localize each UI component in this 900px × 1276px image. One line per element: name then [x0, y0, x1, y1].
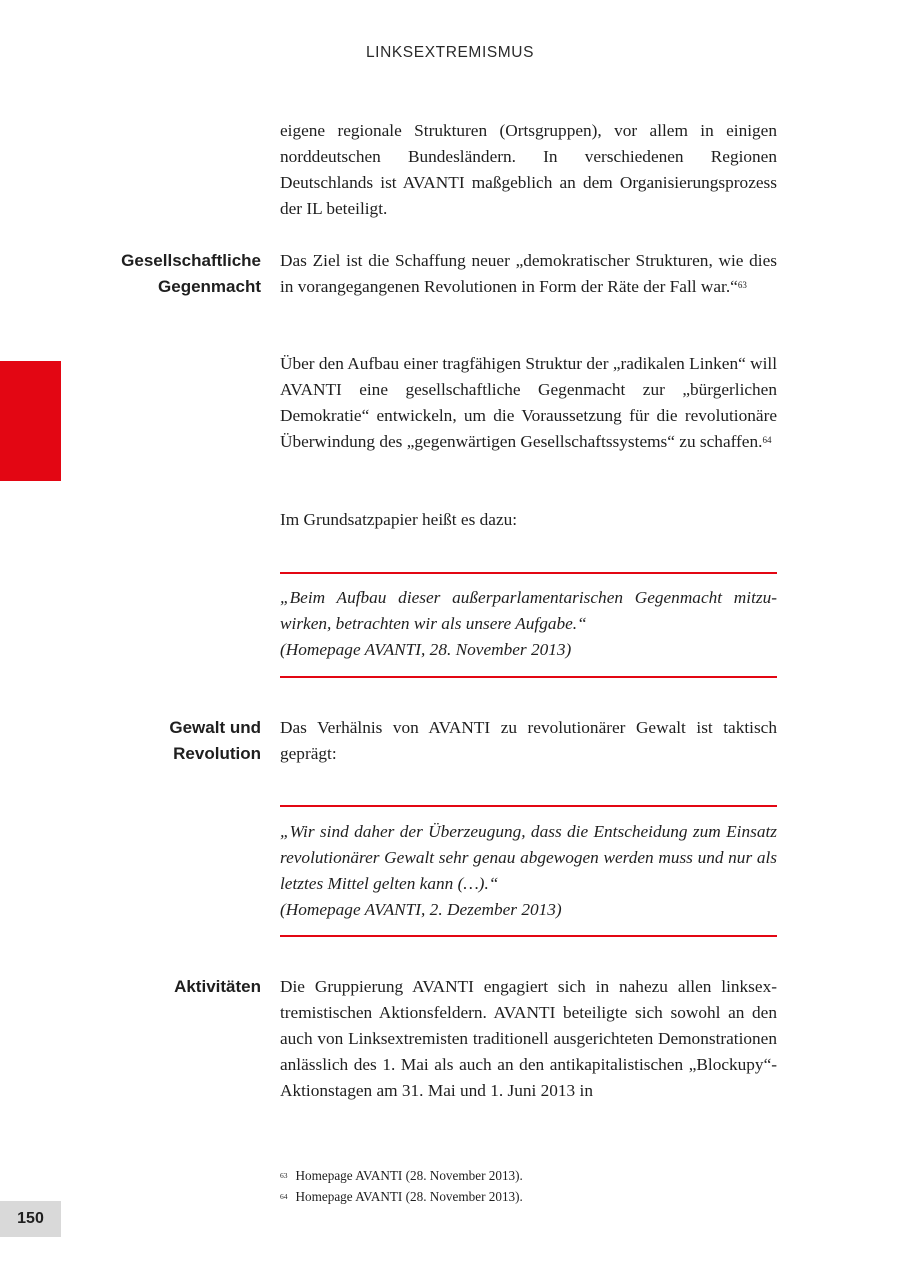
quote-text: „Wir sind daher der Überzeugung, dass die Entscheidung zum Einsatz revolutionärer Gewalt sehr genau abgewogen werden muss und nur als letztes Mittel gelten kann (…).“: [280, 822, 777, 893]
paragraph-text: Das Ziel ist die Schaffung neuer „demokratischer Strukturen, wie dies in vorangegangenen Revolutionen in Form der Räte der Fall war.“: [280, 251, 777, 296]
side-heading-line: Gesellschaftliche: [121, 251, 261, 270]
quote-rule-top: [280, 805, 777, 807]
side-heading-aktivitaeten: [61, 974, 261, 1000]
footnote-number: 64: [280, 1192, 288, 1201]
page-number: [0, 1201, 61, 1237]
section1-paragraph-3: Im Grundsatzpapier heißt es dazu:: [280, 510, 518, 529]
quote-rule-top: [280, 572, 777, 574]
quote-text: „Beim Aufbau dieser außerparlamentarischen Gegenmacht mitzuwirken, betrachten wir als unsere Aufgabe.“: [280, 588, 777, 633]
intro-paragraph: eigene regionale Strukturen (Ortsgruppen), vor allem in einigen norddeutschen Bundesländern. In verschiedenen Regionen Deutschlands ist AVANTI maßgeblich an dem Organisierungsprozess der IL beteiligt.: [280, 121, 777, 218]
running-head: LINKSEXTREMISMUS: [365, 44, 535, 61]
footnote-ref[interactable]: 64: [762, 435, 772, 445]
footnote-64: [280, 1186, 777, 1207]
paragraph-text: Über den Aufbau einer tragfähigen Struktur der „radikalen Linken“ will AVANTI eine gesellschaftliche Gegenmacht zur „bürgerlichen Demokratie“ entwickeln, um die Voraussetzung für die revolutionäre Überwindung des „gegenwärtigen Gesellschaftssystems“ zu schaffen.: [280, 354, 777, 451]
page-number-label: 150: [17, 1210, 44, 1227]
quote-source: (Homepage AVANTI, 28. November 2013): [280, 640, 572, 659]
quote-source: (Homepage AVANTI, 2. Dezember 2013): [280, 900, 562, 919]
footnote-text: Homepage AVANTI (28. November 2013).: [295, 1189, 523, 1204]
side-heading-line: Gewalt und: [169, 718, 261, 737]
section1-paragraph-2: [280, 351, 777, 455]
footnote-number: 63: [280, 1171, 288, 1180]
side-heading-line: Revolution: [173, 744, 261, 763]
side-heading-gewalt-und-revolution: [61, 715, 261, 767]
quote-rule-bottom: [280, 935, 777, 937]
blockquote-gewalt: [280, 819, 777, 923]
blockquote-gegenmacht: [280, 585, 777, 663]
section2-paragraph-1: Das Verhälnis von AVANTI zu revolutionärer Gewalt ist taktisch geprägt:: [280, 718, 777, 763]
footnote-63: [280, 1165, 777, 1186]
side-heading-line: Gegenmacht: [158, 277, 261, 296]
footnote-ref[interactable]: 63: [737, 280, 747, 290]
side-heading-gesellschaftliche-gegenmacht: [61, 248, 261, 300]
section1-paragraph-1: [280, 248, 777, 300]
quote-rule-bottom: [280, 676, 777, 678]
side-heading-line: Aktivitäten: [174, 977, 261, 996]
footnotes: [280, 1165, 777, 1207]
section3-paragraph-1: Die Gruppierung AVANTI engagiert sich in nahezu allen linksextremistischen Aktionsfeldern. AVANTI beteiligte sich sowohl an den auch von Linksextremisten traditionell ausgerichteten Demonstrationen anlässlich des 1. Mai als auch an den antikapitalistischen „Blockupy“-Aktionstagen am 31. Mai und 1. Juni 2013 in: [280, 977, 777, 1100]
footnote-text: Homepage AVANTI (28. November 2013).: [295, 1168, 523, 1183]
chapter-color-tab: [0, 361, 61, 481]
